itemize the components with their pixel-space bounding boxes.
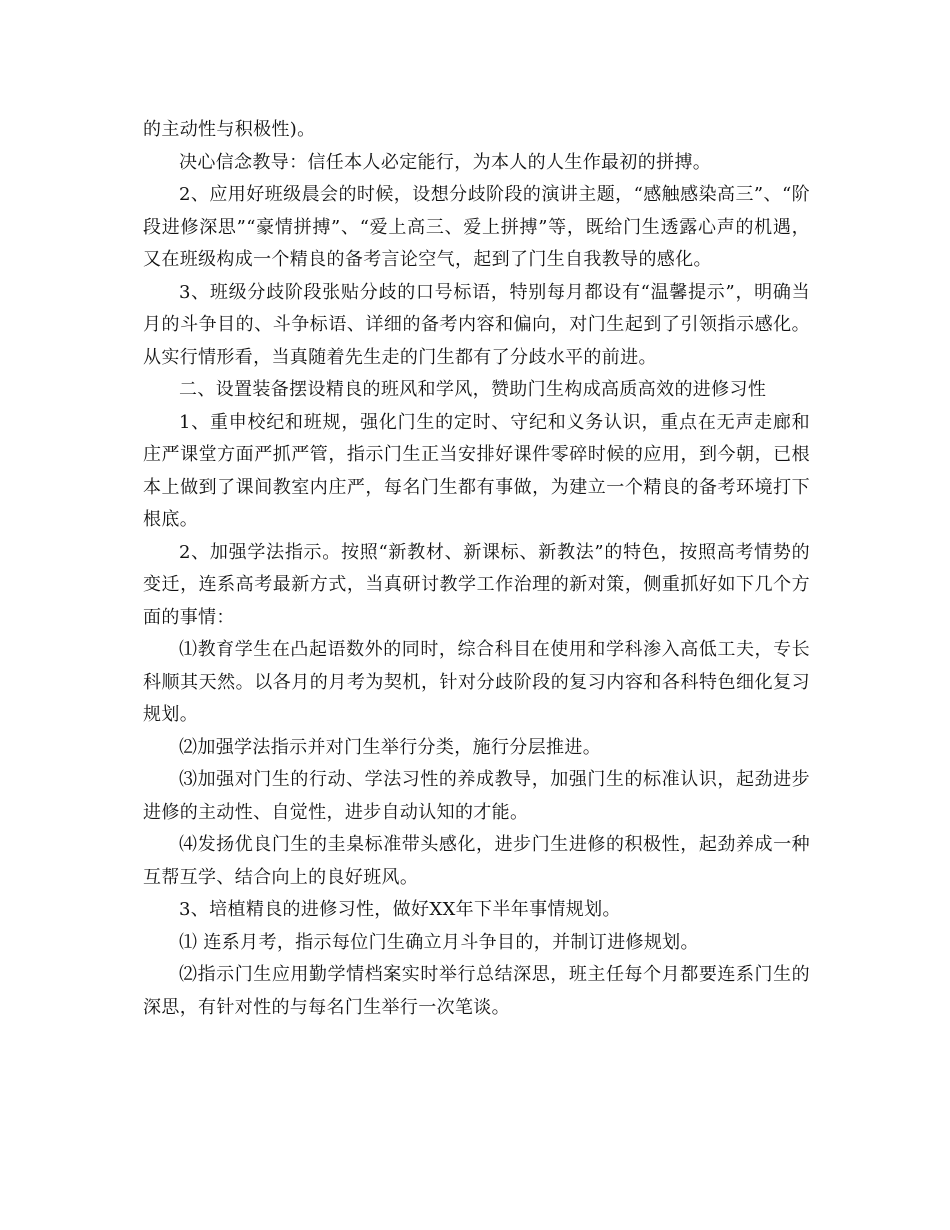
document-page [143,114,810,1024]
paragraph-2: 决心信念教导：信任本人必定能行，为本人的人生作最初的拼搏。 [179,151,712,173]
list-item-3: ⑶加强对门生的行动、学法习性的养成教导，加强门生的标准认识，起劲进步进修的主动性、自觉性，进步自动认知的才能。 [143,769,810,823]
paragraph-7: 2、加强学法指示。按照“新教材、新课标、新教法”的特色，按照高考情势的变迁，连系高考最新方式，当真研讨教学工作治理的新对策，侧重抓好如下几个方面的事情： [143,541,810,628]
list-item-5: ⑴ 连系月考，指示每位门生确立月斗争目的，并制订进修规划。 [179,931,699,953]
list-item-1: ⑴教育学生在凸起语数外的同时，综合科目在使用和学科渗入高低工夫，专长科顺其天然。以各月的月考为契机，针对分歧阶段的复习内容和各科特色细化复习规划。 [143,639,810,725]
paragraph-3: 2、应用好班级晨会的时候，设想分歧阶段的演讲主题，“感触感染高三”、“阶段进修深思”“豪情拼搏”、“爱上高三、爱上拼搏”等，既给门生透露心声的机遇，又在班级构成一个精良的备考言论空气，起到了门生自我教导的感化。 [143,184,810,270]
paragraph-1: 的主动性与积极性)。 [143,119,316,140]
section-heading-2: 二、设置装备摆设精良的班风和学风，赞助门生构成高质高效的进修习性 [179,379,767,400]
list-item-6: ⑵指示门生应用勤学情档案实时举行总结深思，班主任每个月都要连系门生的深思，有针对性的与每名门生举行一次笔谈。 [143,964,810,1018]
paragraph-6: 1、重申校纪和班规，强化门生的定时、守纪和义务认识，重点在无声走廊和庄严课堂方面严抓严管，指示门生正当安排好课件零碎时候的应用，到今朝，已根本上做到了课间教室内庄严，每名门生都有事做，为建立一个精良的备考环境打下根底。 [143,411,810,530]
list-item-4: ⑷发扬优良门生的圭臬标准带头感化，进步门生进修的积极性，起劲养成一种互帮互学、结合向上的良好班风。 [143,834,810,888]
list-item-2: ⑵加强学法指示并对门生举行分类，施行分层推进。 [179,736,602,758]
paragraph-4: 3、班级分歧阶段张贴分歧的口号标语，特别每月都设有“温馨提示”，明确当月的斗争目的、斗争标语、详细的备考内容和偏向，对门生起到了引领指示感化。从实行情形看，当真随着先生走的门生都有了分歧水平的前进。 [143,281,810,368]
paragraph-12: 3、培植精良的进修习性，做好XX年下半年事情规划。 [179,899,621,920]
